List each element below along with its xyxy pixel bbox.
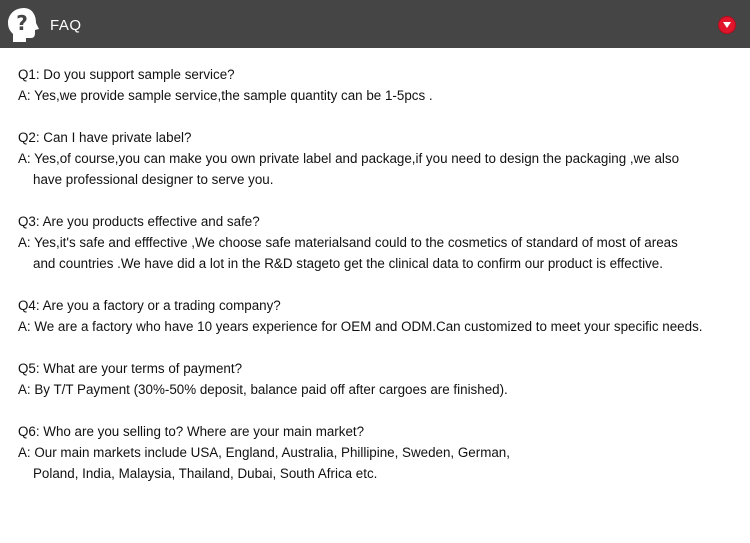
answer-line: have professional designer to serve you.	[33, 172, 274, 187]
page-title: FAQ	[50, 17, 82, 34]
chevron-down-icon	[722, 21, 732, 29]
answer-line: A: Yes,we provide sample service,the sample quantity can be 1-5pcs .	[18, 88, 433, 103]
answer-line: A: Yes,it's safe and efffective ,We choose safe materialsand could to the cosmetics of standard of most of areas	[18, 235, 678, 250]
answer-line: and countries .We have did a lot in the R&D stageto get the clinical data to confirm our product is effective.	[33, 256, 663, 271]
faq-item	[18, 421, 738, 484]
faq-question: Q6: Who are you selling to? Where are your main market?	[18, 424, 365, 439]
faq-item	[18, 358, 738, 400]
answer-line: A: Our main markets include USA, England, Australia, Phillipine, Sweden, German,	[18, 445, 510, 460]
faq-question: Q1: Do you support sample service?	[18, 67, 235, 82]
answer-line: A: We are a factory who have 10 years experience for OEM and ODM.Can customized to meet your specific needs.	[18, 319, 703, 334]
faq-header-bar	[0, 0, 750, 48]
faq-question: Q3: Are you products effective and safe?	[18, 214, 260, 229]
faq-answer	[18, 232, 738, 274]
answer-line: A: Yes,of course,you can make you own private label and package,if you need to design the packaging ,we also	[18, 151, 680, 166]
faq-item	[18, 211, 738, 274]
faq-answer	[18, 85, 738, 106]
answer-line: Poland, India, Malaysia, Thailand, Dubai, South Africa etc.	[33, 466, 378, 481]
question-head-icon	[6, 6, 42, 44]
collapse-toggle[interactable]	[718, 16, 736, 34]
faq-question: Q4: Are you a factory or a trading company?	[18, 298, 281, 313]
svg-text:?: ?	[16, 11, 28, 35]
faq-question: Q2: Can I have private label?	[18, 130, 192, 145]
faq-question: Q5: What are your terms of payment?	[18, 361, 243, 376]
faq-item	[18, 127, 738, 190]
answer-line: A: By T/T Payment (30%-50% deposit, balance paid off after cargoes are finished).	[18, 382, 508, 397]
faq-list	[18, 64, 738, 505]
faq-answer	[18, 148, 738, 190]
faq-item	[18, 295, 738, 337]
faq-answer	[18, 442, 738, 484]
faq-item	[18, 64, 738, 106]
faq-answer	[18, 316, 738, 337]
faq-answer	[18, 379, 738, 400]
